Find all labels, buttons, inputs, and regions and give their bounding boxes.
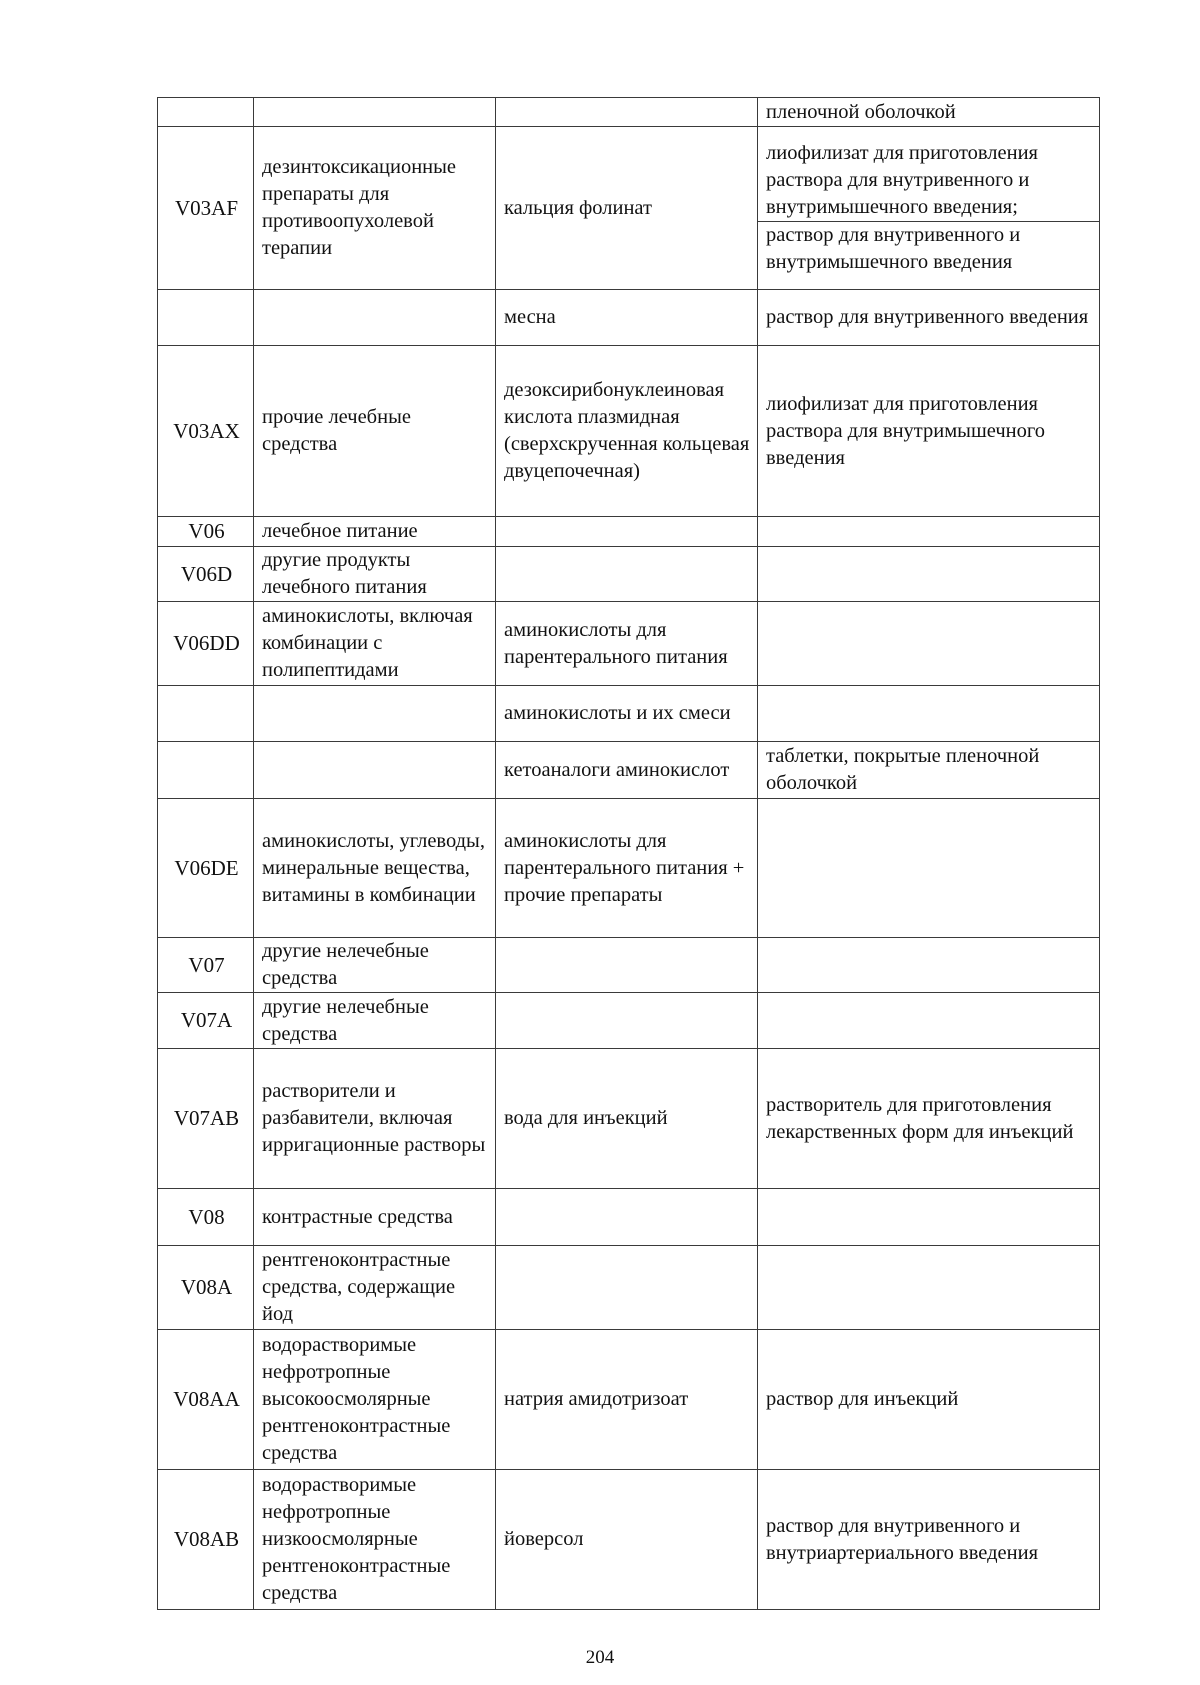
group-cell: водорастворимые нефротропные низкоосмолярные рентгеноконтрастные средства xyxy=(254,1470,496,1610)
group-cell: аминокислоты, включая комбинации с полипептидами xyxy=(254,602,496,686)
form-cell xyxy=(758,1246,1100,1330)
drug-table xyxy=(157,97,1100,1610)
document-page xyxy=(157,97,1099,1610)
drug-cell: кетоаналоги аминокислот xyxy=(496,742,758,799)
group-cell xyxy=(254,742,496,799)
form-line: раствор для инъекций xyxy=(766,1388,959,1410)
form-cell xyxy=(758,290,1100,346)
drug-cell xyxy=(496,993,758,1049)
atc-code-cell xyxy=(158,98,254,127)
drug-cell: йоверсол xyxy=(496,1470,758,1610)
drug-table-body xyxy=(158,98,1100,1610)
table-row xyxy=(158,517,1100,547)
table-row xyxy=(158,290,1100,346)
form-cell xyxy=(758,1330,1100,1470)
form-cell xyxy=(758,993,1100,1049)
group-cell: аминокислоты, углеводы, минеральные вещества, витамины в комбинации xyxy=(254,799,496,938)
form-line: раствор для внутривенного введения xyxy=(766,306,1089,328)
form-cell xyxy=(758,547,1100,602)
atc-code-cell: V07A xyxy=(158,993,254,1049)
form-cell xyxy=(758,517,1100,547)
drug-cell: месна xyxy=(496,290,758,346)
group-cell: водорастворимые нефротропные высокоосмолярные рентгеноконтрастные средства xyxy=(254,1330,496,1470)
group-cell: растворители и разбавители, включая ирригационные растворы xyxy=(254,1049,496,1189)
form-cell xyxy=(758,686,1100,742)
table-row xyxy=(158,1189,1100,1246)
drug-cell: аминокислоты для парентерального питания + прочие препараты xyxy=(496,799,758,938)
atc-code-cell: V07 xyxy=(158,938,254,993)
table-row xyxy=(158,127,1100,290)
atc-code-cell xyxy=(158,290,254,346)
form-cell xyxy=(758,346,1100,517)
table-row xyxy=(158,742,1100,799)
form-cell xyxy=(758,1049,1100,1189)
atc-code-cell: V03AX xyxy=(158,346,254,517)
atc-code-cell: V08 xyxy=(158,1189,254,1246)
atc-code-cell: V06DE xyxy=(158,799,254,938)
table-row xyxy=(158,98,1100,127)
form-cell xyxy=(758,602,1100,686)
atc-code-cell: V08AA xyxy=(158,1330,254,1470)
page-number: 204 xyxy=(585,1647,615,1668)
group-cell: прочие лечебные средства xyxy=(254,346,496,517)
form-line: лиофилизат для приготовления раствора для внутримышечного введения xyxy=(766,392,1046,469)
table-row xyxy=(158,547,1100,602)
drug-cell xyxy=(496,98,758,127)
group-cell: рентгеноконтрастные средства, содержащие йод xyxy=(254,1246,496,1330)
atc-code-cell xyxy=(158,686,254,742)
atc-code-cell: V08A xyxy=(158,1246,254,1330)
form-line: пленочной оболочкой xyxy=(766,100,956,123)
table-row xyxy=(158,938,1100,993)
group-cell: другие продукты лечебного питания xyxy=(254,547,496,602)
group-cell: лечебное питание xyxy=(254,517,496,547)
group-cell xyxy=(254,98,496,127)
atc-code-cell: V06D xyxy=(158,547,254,602)
form-cell xyxy=(758,98,1100,127)
group-cell: контрастные средства xyxy=(254,1189,496,1246)
atc-code-cell: V08AB xyxy=(158,1470,254,1610)
atc-code-cell: V03AF xyxy=(158,127,254,290)
form-cell xyxy=(758,1189,1100,1246)
form-cell xyxy=(758,938,1100,993)
drug-cell: дезоксирибонуклеиновая кислота плазмидная (сверхскрученная кольцевая двуцепочечная) xyxy=(496,346,758,517)
form-line: лиофилизат для приготовления раствора для внутривенного и внутримышечного введения; xyxy=(766,142,1038,218)
atc-code-cell: V06DD xyxy=(158,602,254,686)
form-line: таблетки, покрытые пленочной оболочкой xyxy=(766,745,1040,794)
drug-cell xyxy=(496,938,758,993)
group-cell xyxy=(254,290,496,346)
table-row xyxy=(158,1470,1100,1610)
form-cell xyxy=(758,799,1100,938)
table-row xyxy=(158,799,1100,938)
drug-cell: аминокислоты и их смеси xyxy=(496,686,758,742)
drug-cell: вода для инъекций xyxy=(496,1049,758,1189)
form-line: раствор для внутривенного и внутримышечного введения xyxy=(758,221,1099,276)
drug-cell xyxy=(496,1246,758,1330)
table-row xyxy=(158,993,1100,1049)
table-row xyxy=(158,602,1100,686)
atc-code-cell xyxy=(158,742,254,799)
group-cell: другие нелечебные средства xyxy=(254,993,496,1049)
atc-code-cell: V06 xyxy=(158,517,254,547)
drug-cell xyxy=(496,1189,758,1246)
form-cell xyxy=(758,1470,1100,1610)
table-row xyxy=(158,1330,1100,1470)
form-line: растворитель для приготовления лекарственных форм для инъекций xyxy=(766,1093,1074,1143)
drug-cell: кальция фолинат xyxy=(496,127,758,290)
table-row xyxy=(158,1246,1100,1330)
form-cell xyxy=(758,742,1100,799)
drug-cell: аминокислоты для парентерального питания xyxy=(496,602,758,686)
drug-cell xyxy=(496,517,758,547)
table-row xyxy=(158,1049,1100,1189)
group-cell xyxy=(254,686,496,742)
drug-cell: натрия амидотризоат xyxy=(496,1330,758,1470)
table-row xyxy=(158,346,1100,517)
drug-cell xyxy=(496,547,758,602)
form-line: раствор для внутривенного и внутриартериального введения xyxy=(766,1514,1039,1564)
group-cell: другие нелечебные средства xyxy=(254,938,496,993)
table-row xyxy=(158,686,1100,742)
form-cell xyxy=(758,127,1100,290)
group-cell: дезинтоксикационные препараты для противоопухолевой терапии xyxy=(254,127,496,290)
atc-code-cell: V07AB xyxy=(158,1049,254,1189)
